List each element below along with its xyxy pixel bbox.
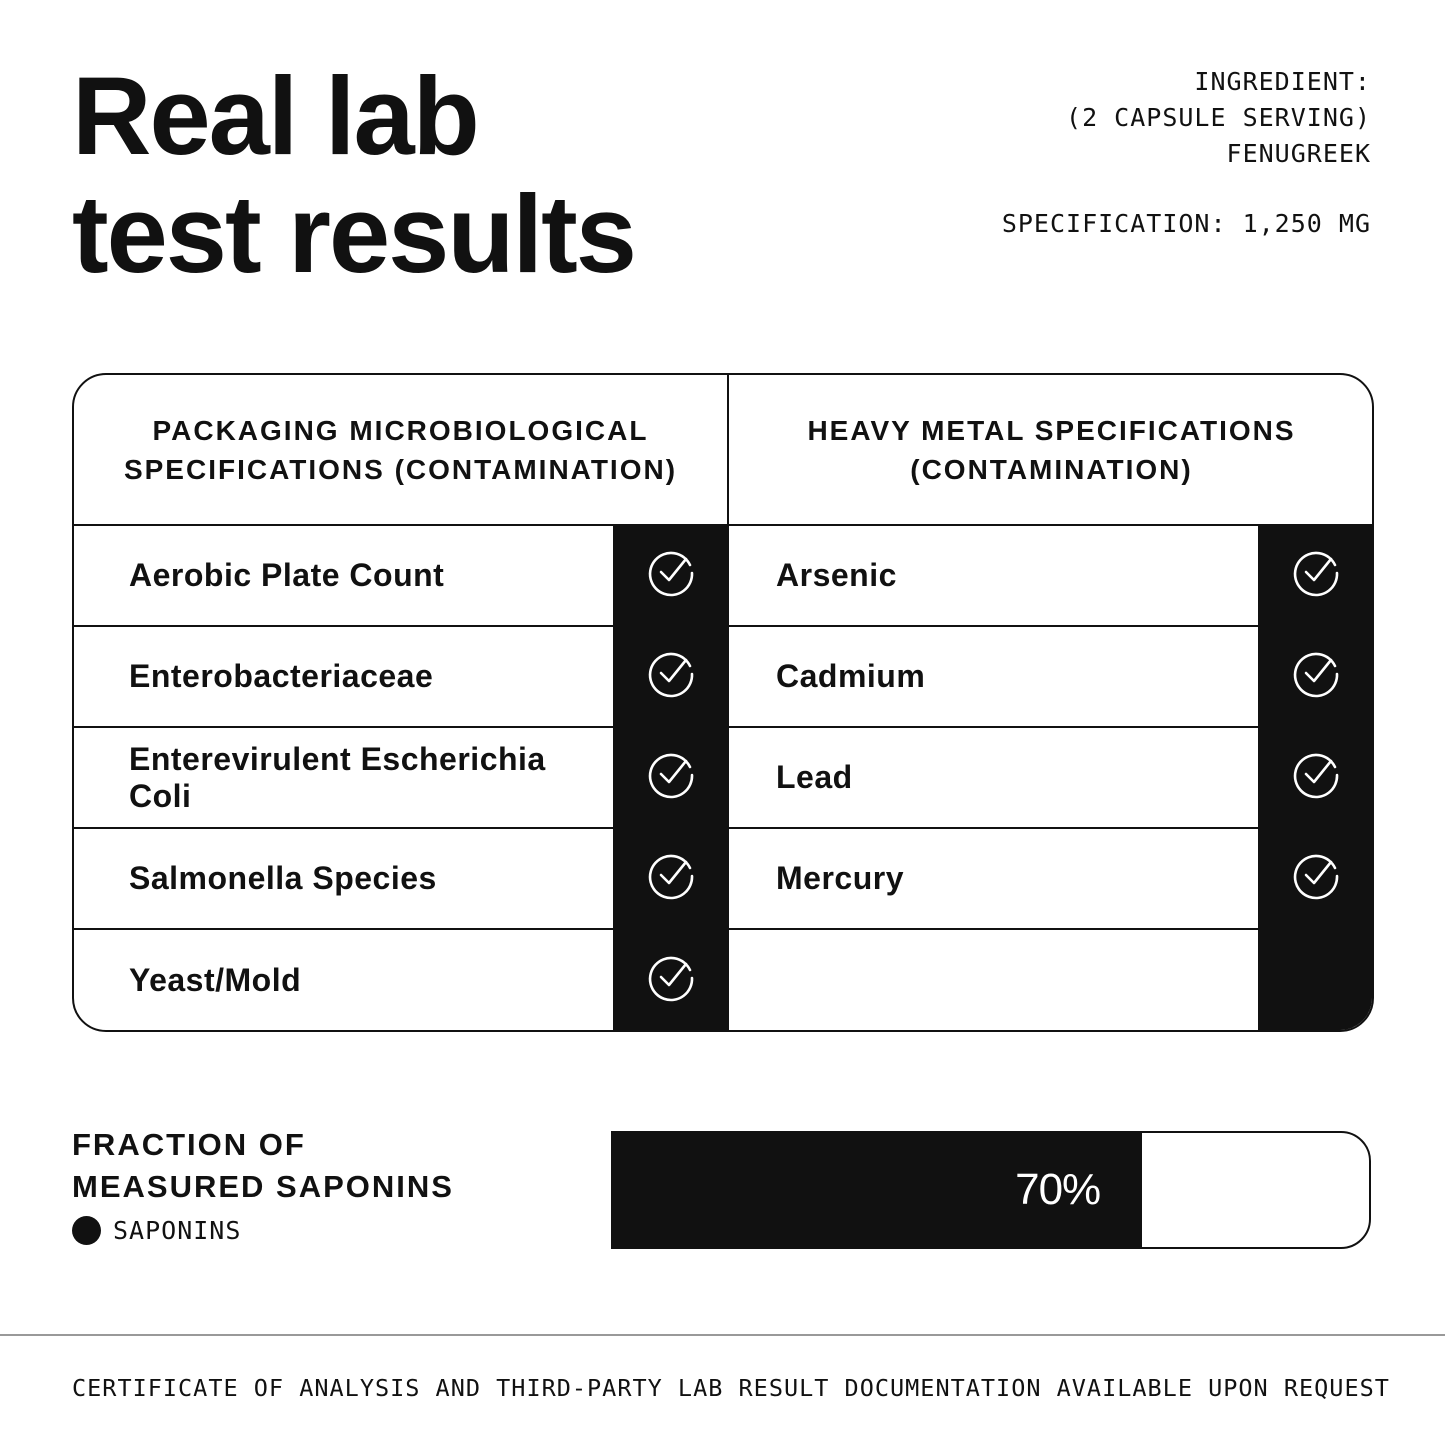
ingredient-name: FENUGREEK — [1226, 139, 1371, 168]
saponins-value: 70% — [1015, 1165, 1101, 1214]
ingredient-label: INGREDIENT: — [1194, 67, 1371, 96]
ingredient-info — [1002, 64, 1371, 242]
row-label — [776, 930, 1236, 1031]
row-check-cell — [613, 930, 728, 1031]
title-line-2: test results — [72, 173, 635, 296]
row-check-cell — [613, 526, 728, 625]
table-row — [74, 526, 727, 627]
title-line-1: Real lab — [72, 55, 478, 178]
legend-label: SAPONINS — [113, 1216, 242, 1245]
check-circle-icon — [1291, 548, 1341, 603]
saponins-progress-bar — [611, 1131, 1371, 1249]
table-row — [729, 526, 1374, 627]
saponins-progress-fill — [613, 1133, 1142, 1247]
legend-dot-icon — [72, 1216, 101, 1245]
heavy-metal-heading — [729, 375, 1374, 526]
check-circle-icon — [1291, 851, 1341, 906]
row-label: Enterevirulent Escherichia Coli — [129, 740, 546, 814]
heavy-metal-column — [729, 375, 1374, 1030]
serving-size: (2 CAPSULE SERVING) — [1066, 103, 1371, 132]
saponins-legend — [72, 1216, 241, 1245]
row-label: Cadmium — [776, 658, 926, 694]
table-row — [729, 930, 1374, 1031]
row-label: Mercury — [776, 860, 904, 896]
footer-divider — [0, 1334, 1445, 1336]
table-row — [74, 627, 727, 728]
table-row — [729, 728, 1374, 829]
microbiological-heading — [74, 375, 727, 526]
row-label: Aerobic Plate Count — [129, 557, 445, 593]
row-label: Lead — [776, 759, 853, 795]
row-label: Arsenic — [776, 557, 897, 593]
check-circle-icon — [646, 750, 696, 805]
heavy-metal-rows — [729, 526, 1374, 1030]
microbiological-column — [74, 375, 729, 1030]
row-check-cell — [1258, 930, 1373, 1031]
row-check-cell — [1258, 627, 1373, 726]
specification: SPECIFICATION: 1,250 MG — [1001, 209, 1371, 238]
check-circle-icon — [646, 851, 696, 906]
table-row — [729, 829, 1374, 930]
check-circle-icon — [646, 953, 696, 1008]
heavy-metal-heading-text: HEAVY METAL SPECIFICATIONS (CONTAMINATION) — [807, 414, 1296, 485]
table-row — [74, 930, 727, 1031]
table-row — [74, 728, 727, 829]
check-circle-icon — [1291, 750, 1341, 805]
check-circle-icon — [646, 649, 696, 704]
row-check-cell — [1258, 728, 1373, 827]
row-label: Yeast/Mold — [129, 962, 302, 998]
row-check-cell — [613, 728, 728, 827]
microbiological-rows — [74, 526, 727, 1030]
microbiological-heading-text: PACKAGING MICROBIOLOGICAL SPECIFICATIONS (CONTAMINATION) — [123, 414, 678, 485]
footer-note: CERTIFICATE OF ANALYSIS AND THIRD-PARTY LAB RESULT DOCUMENTATION AVAILABLE UPON REQUEST — [72, 1374, 1390, 1402]
table-row — [729, 627, 1374, 728]
check-circle-icon — [646, 548, 696, 603]
results-table — [72, 373, 1374, 1032]
check-circle-icon — [1291, 649, 1341, 704]
row-label: Salmonella Species — [129, 860, 437, 896]
saponins-title: FRACTION OF MEASURED SAPONINS — [72, 1127, 454, 1204]
row-check-cell — [1258, 829, 1373, 928]
row-check-cell — [613, 627, 728, 726]
table-row — [74, 829, 727, 930]
row-label: Enterobacteriaceae — [129, 658, 434, 694]
row-check-cell — [613, 829, 728, 928]
page-title — [72, 55, 635, 296]
row-check-cell — [1258, 526, 1373, 625]
